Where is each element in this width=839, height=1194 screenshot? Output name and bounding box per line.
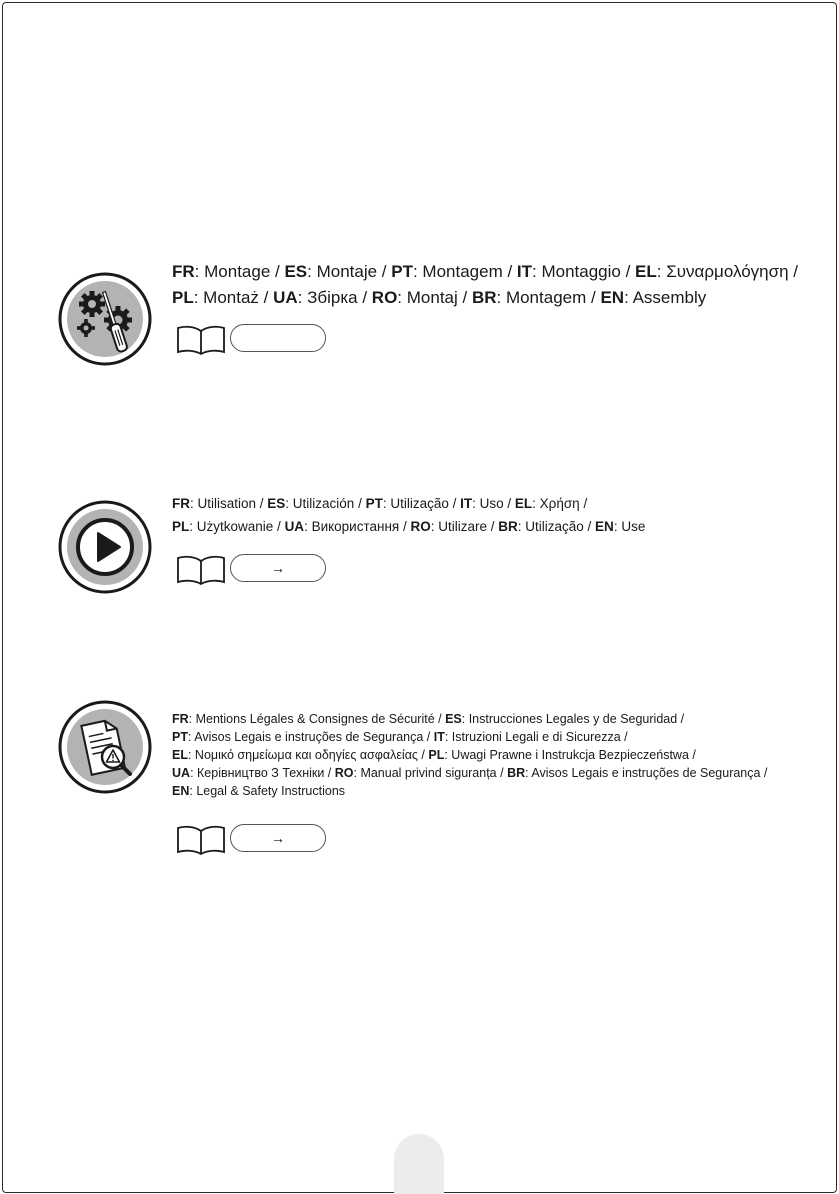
page-reference-pill — [230, 324, 326, 352]
translated-title: : Utilización / — [285, 496, 366, 511]
text-line — [172, 728, 799, 746]
language-code: IT — [516, 262, 533, 281]
assembly-manual-reference — [176, 322, 336, 356]
language-code: FR — [172, 496, 190, 511]
translated-title: : Utilizare / — [430, 519, 499, 534]
translated-title: : Montaż / — [193, 288, 274, 307]
translated-title: : Utilização / — [382, 496, 461, 511]
language-code: ES — [445, 712, 462, 726]
translated-title: : Uso / — [472, 496, 515, 511]
open-book-icon — [176, 324, 226, 356]
language-code: ES — [267, 496, 286, 511]
language-code: EL — [172, 748, 188, 762]
text-line — [172, 515, 799, 538]
assembly-badge — [58, 272, 152, 366]
translated-title: : Νομικό σημείωμα και οδηγίες ασφαλείας / — [187, 748, 429, 762]
language-code: IT — [433, 730, 445, 744]
text-line — [172, 285, 799, 311]
translated-title: : Use — [613, 519, 646, 534]
language-code: PL — [428, 748, 445, 762]
language-code: ES — [284, 262, 308, 281]
language-code: UA — [273, 288, 298, 307]
language-code: RO — [410, 519, 431, 534]
translated-title: : Керівництво З Техніки / — [190, 766, 335, 780]
use-manual-reference — [176, 552, 336, 586]
language-code: FR — [172, 262, 195, 281]
page-reference-pill: → — [230, 554, 326, 582]
translated-title: : Utilização / — [517, 519, 596, 534]
text-line — [172, 259, 799, 285]
language-code: BR — [471, 288, 497, 307]
language-code: EL — [514, 496, 533, 511]
language-code: EN — [600, 288, 625, 307]
translated-title: : Χρήση / — [532, 496, 588, 511]
language-code: PL — [172, 288, 194, 307]
legal-text — [172, 710, 799, 800]
translated-title: : Użytkowanie / — [189, 519, 285, 534]
language-code: RO — [334, 766, 354, 780]
language-code: UA — [284, 519, 305, 534]
use-text — [172, 492, 799, 538]
language-code: PT — [172, 730, 188, 744]
page-frame — [2, 2, 837, 1193]
translated-title: : Assembly — [624, 288, 707, 307]
translated-title: : Montaggio / — [532, 262, 636, 281]
legal-badge — [58, 700, 152, 794]
language-code: BR — [498, 519, 518, 534]
language-code: FR — [172, 712, 189, 726]
language-code: RO — [371, 288, 398, 307]
play-icon — [78, 520, 132, 574]
translated-title: : Avisos Legais e instruções de Segurança / — [525, 766, 768, 780]
legal-manual-reference — [176, 822, 336, 856]
language-code: PL — [172, 519, 190, 534]
text-line — [172, 746, 799, 764]
translated-title: : Збірка / — [297, 288, 372, 307]
text-line — [172, 782, 799, 800]
language-code: EN — [172, 784, 190, 798]
language-code: PT — [365, 496, 383, 511]
language-code: EN — [595, 519, 614, 534]
use-badge — [58, 500, 152, 594]
translated-title: : Використання / — [304, 519, 411, 534]
translated-title: : Utilisation / — [190, 496, 268, 511]
translated-title: : Instrucciones Legales y de Seguridad / — [461, 712, 685, 726]
language-code: UA — [172, 766, 191, 780]
language-code: EL — [635, 262, 657, 281]
open-book-icon — [176, 824, 226, 856]
language-code: IT — [460, 496, 473, 511]
translated-title: : Montaje / — [307, 262, 392, 281]
assembly-text — [172, 259, 799, 311]
page-reference-pill: → — [230, 824, 326, 852]
translated-title: : Montage / — [194, 262, 285, 281]
translated-title: : Mentions Légales & Consignes de Sécurité / — [188, 712, 446, 726]
language-code: PT — [391, 262, 413, 281]
page-number-tab — [394, 1134, 444, 1194]
translated-title: : Montaj / — [397, 288, 472, 307]
translated-title: : Legal & Safety Instructions — [189, 784, 346, 798]
translated-title: : Συναρμολόγηση / — [656, 262, 799, 281]
translated-title: : Montagem / — [496, 288, 601, 307]
open-book-icon — [176, 554, 226, 586]
text-line — [172, 764, 799, 782]
text-line — [172, 710, 799, 728]
text-line — [172, 492, 799, 515]
translated-title: : Istruzioni Legali e di Sicurezza / — [444, 730, 628, 744]
translated-title: : Avisos Legais e instruções de Segurança / — [187, 730, 434, 744]
translated-title: : Uwagi Prawne i Instrukcja Bezpieczeństwa / — [444, 748, 696, 762]
language-code: BR — [507, 766, 526, 780]
translated-title: : Montagem / — [412, 262, 517, 281]
translated-title: : Manual privind siguranța / — [353, 766, 508, 780]
